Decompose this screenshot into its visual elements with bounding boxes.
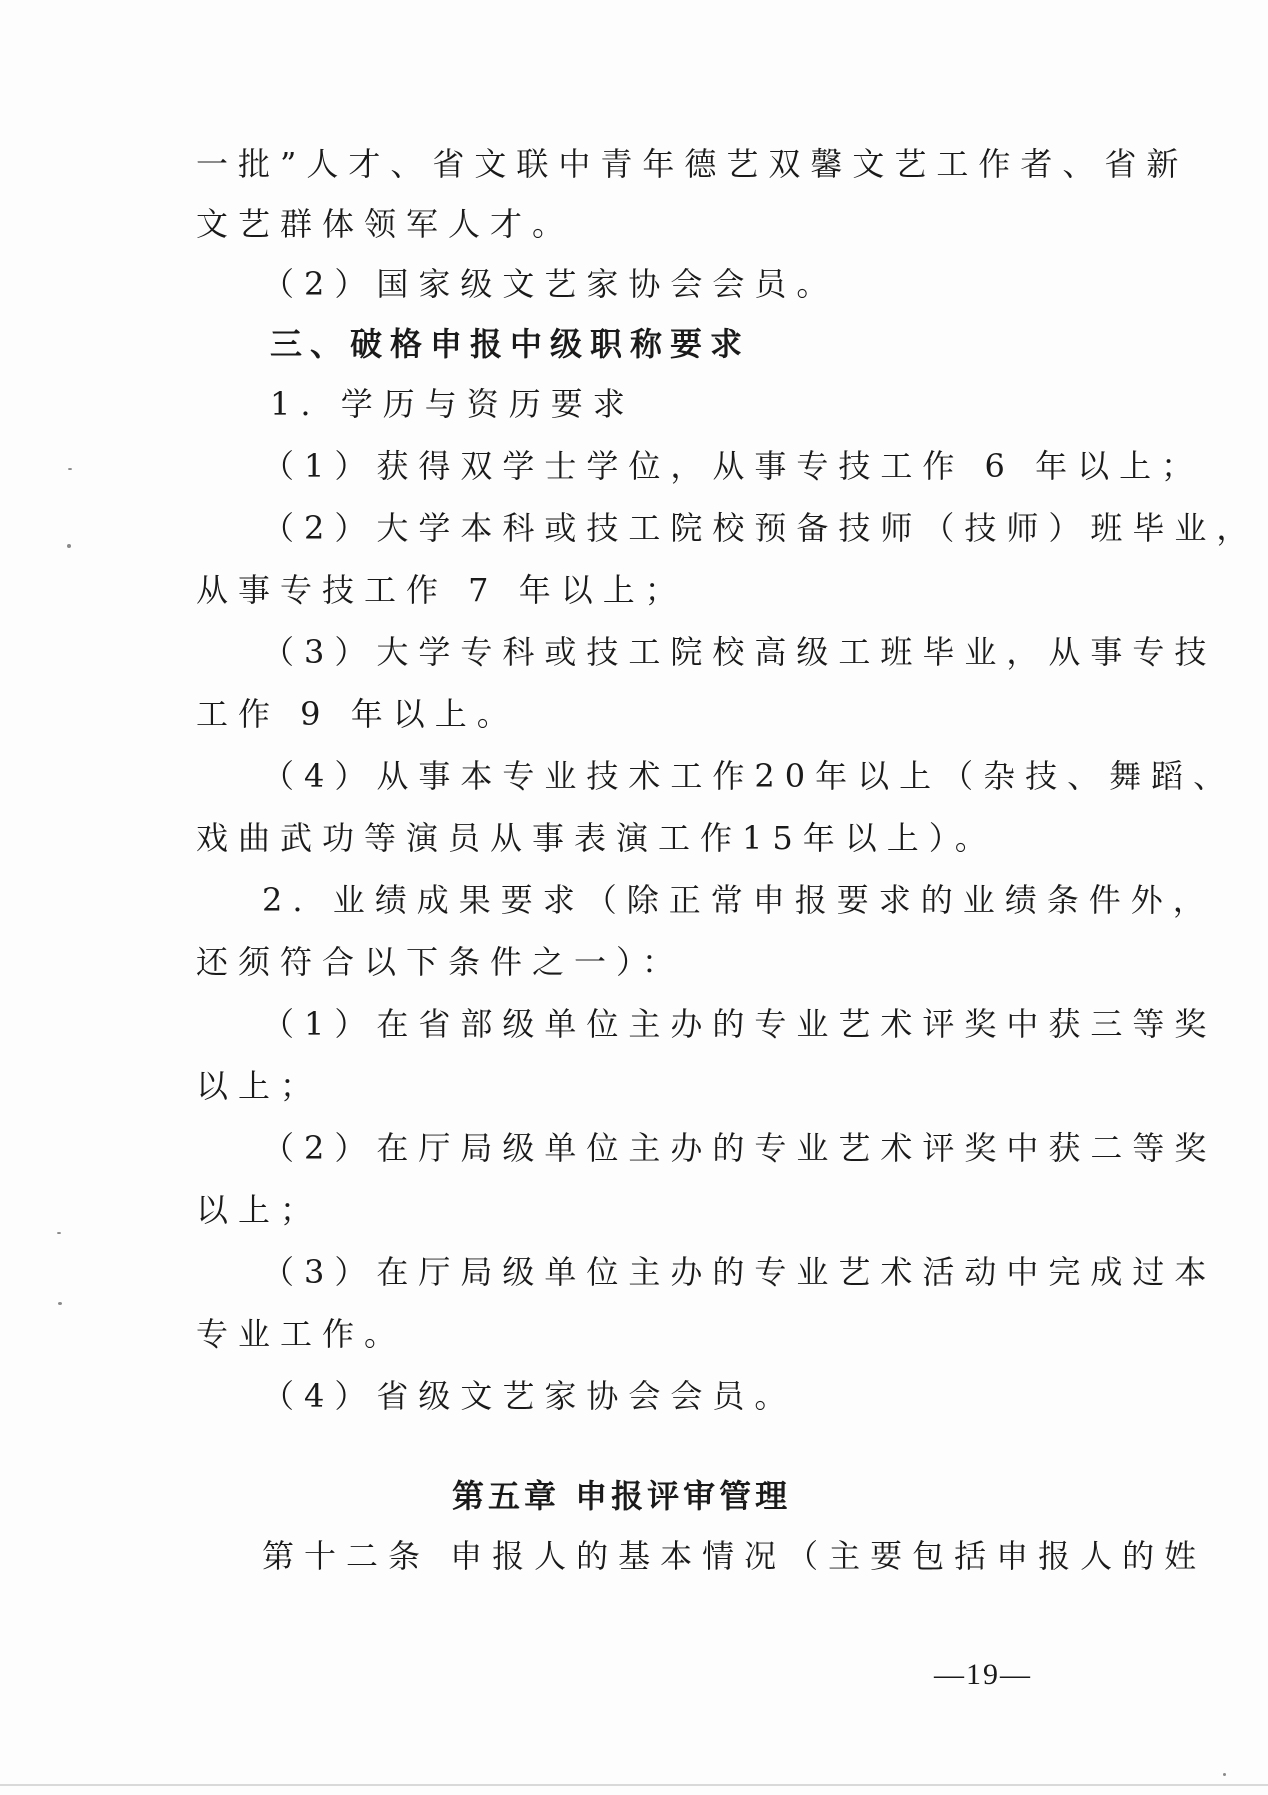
text-line-1: 一批”人才、省文联中青年德艺双馨文艺工作者、省新 [196,145,1189,183]
subsection-heading-2: 2. 业绩成果要求（除正常申报要求的业绩条件外， [262,881,1215,919]
text-line-8: 从事专技工作 7 年以上； [196,571,687,609]
text-line-3: （2）国家级文艺家协会会员。 [262,265,839,303]
chapter-title: 第五章 申报评审管理 [452,1477,792,1515]
text-line-15: （1）在省部级单位主办的专业艺术评奖中获三等奖 [262,1005,1217,1043]
text-line-21: （4）省级文艺家协会会员。 [262,1377,797,1415]
scan-speck [58,1302,62,1305]
text-line-6: （1）获得双学士学位，从事专技工作 6 年以上； [262,447,1204,485]
text-line-19: （3）在厅局级单位主办的专业艺术活动中完成过本 [262,1253,1217,1291]
text-line-11: （4）从事本专业技术工作20年以上（杂技、舞蹈、 [262,757,1236,795]
text-line-18: 以上； [196,1191,323,1229]
scan-speck [57,1232,61,1234]
text-line-14: 还须符合以下条件之一）： [196,943,685,981]
scan-speck [67,544,71,548]
scan-speck [68,468,72,470]
text-line-10: 工作 9 年以上。 [196,695,519,733]
text-line-17: （2）在厅局级单位主办的专业艺术评奖中获二等奖 [262,1129,1217,1167]
section-heading: 三、破格申报中级职称要求 [270,325,751,363]
text-line-2: 文艺群体领军人才。 [196,205,575,243]
text-line-9: （3）大学专科或技工院校高级工班毕业，从事专技 [262,633,1217,671]
article-line: 第十二条 申报人的基本情况（主要包括申报人的姓 [262,1537,1207,1575]
scan-speck [1223,1773,1226,1776]
text-line-16: 以上； [196,1067,323,1105]
text-line-20: 专业工作。 [196,1315,407,1353]
page-number: —19— [934,1658,1032,1691]
subsection-heading-1: 1. 学历与资历要求 [270,385,635,423]
text-line-7: （2）大学本科或技工院校预备技师（技师）班毕业， [262,509,1259,547]
text-line-12: 戏曲武功等演员从事表演工作15年以上）。 [196,819,997,857]
scan-edge-line [0,1784,1268,1786]
